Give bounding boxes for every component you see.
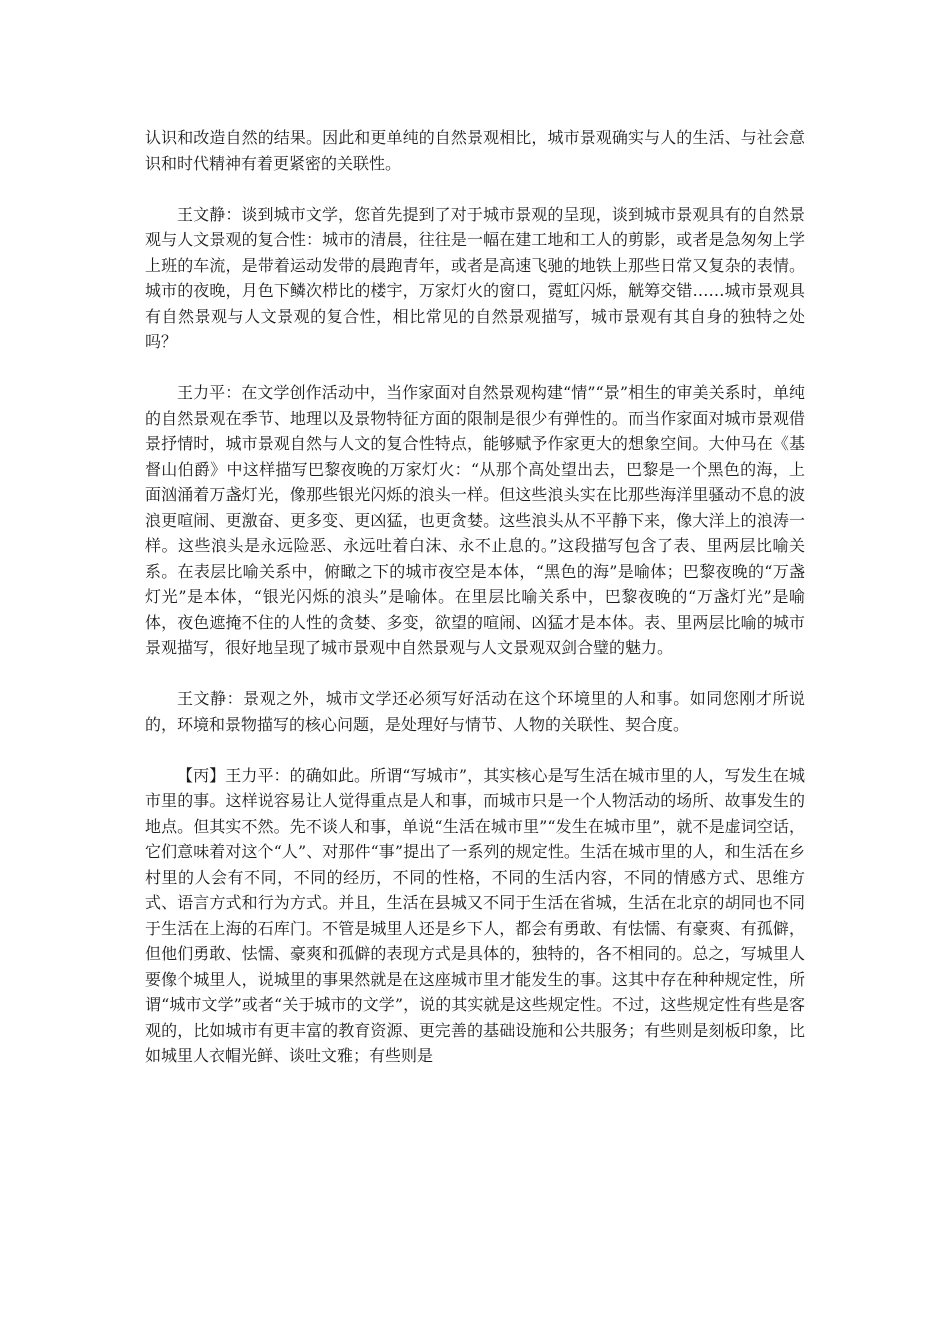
document-body — [145, 125, 805, 1069]
paragraph-2: 王文静：谈到城市文学，您首先提到了对于城市景观的呈现，谈到城市景观具有的自然景观与人文景观的复合性：城市的清晨，往往是一幅在建工地和工人的剪影，或者是急匆匆上学上班的车流，是带着运动发带的晨跑青年，或者是高速飞驰的地铁上那些日常又复杂的表情。城市的夜晚，月色下鳞次栉比的楼宇，万家灯火的窗口，霓虹闪烁，觥筹交错……城市景观具有自然景观与人文景观的复合性，相比常见的自然景观描写，城市景观有其自身的独特之处吗？ — [145, 204, 805, 351]
paragraph-5: 【丙】王力平：的确如此。所谓“写城市”，其实核心是写生活在城市里的人，写发生在城市里的事。这样说容易让人觉得重点是人和事，而城市只是一个人物活动的场所、故事发生的地点。但其实不然。先不谈人和事，单说“生活在城市里”“发生在城市里”，就不是虚词空话，它们意味着对这个“人”、对那件“事”提出了一系列的规定性。生活在城市里的人，和生活在乡村里的人会有不同，不同的经历，不同的性格，不同的生活内容，不同的情感方式、思维方式、语言方式和行为方式。并且，生活在县城又不同于生活在省城，生活在北京的胡同也不同于生活在上海的石库门。不管是城里人还是乡下人，都会有勇敢、有怯懦、有豪爽、有孤僻，但他们勇敢、怯懦、豪爽和孤僻的表现方式是具体的，独特的，各不相同的。总之，写城里人要像个城里人，说城里的事果然就是在这座城市里才能发生的事。这其中存在种种规定性，所谓“城市文学”或者“关于城市的文学”，说的其实就是这些规定性。不过，这些规定性有些是客观的，比如城市有更丰富的教育资源、更完善的基础设施和公共服务；有些则是刻板印象，比如城里人衣帽光鲜、谈吐文雅；有些则是 — [145, 765, 805, 1065]
paragraph-3: 王力平：在文学创作活动中，当作家面对自然景观构建“情”“景”相生的审美关系时，单纯的自然景观在季节、地理以及景物特征方面的限制是很少有弹性的。而当作家面对城市景观借景抒情时，城市景观自然与人文的复合性特点，能够赋予作家更大的想象空间。大仲马在《基督山伯爵》中这样描写巴黎夜晚的万家灯火：“从那个高处望出去，巴黎是一个黑色的海，上面汹涌着万盏灯光，像那些银光闪烁的浪头一样。但这些浪头实在比那些海洋里骚动不息的波浪更喧闹、更激奋、更多变、更凶猛，也更贪婪。这些浪头从不平静下来，像大洋上的浪涛一样。这些浪头是永远险恶、永远吐着白沫、永不止息的。”这段描写包含了表、里两层比喻关系。在表层比喻关系中，俯瞰之下的城市夜空是本体，“黑色的海”是喻体；巴黎夜晚的“万盏灯光”是本体，“银光闪烁的浪头”是喻体。在里层比喻关系中，巴黎夜晚的“万盏灯光”是喻体，夜色遮掩不住的人性的贪婪、多变，欲望的喧闹、凶猛才是本体。表、里两层比喻的城市景观描写，很好地呈现了城市景观中自然景观与人文景观双剑合璧的魅力。 — [145, 383, 805, 657]
paragraph-4: 王文静：景观之外，城市文学还必须写好活动在这个环境里的人和事。如同您刚才所说的，环境和景物描写的核心问题，是处理好与情节、人物的关联性、契合度。 — [145, 689, 805, 734]
paragraph-1: 认识和改造自然的结果。因此和更单纯的自然景观相比，城市景观确实与人的生活、与社会意识和时代精神有着更紧密的关联性。 — [145, 128, 805, 173]
